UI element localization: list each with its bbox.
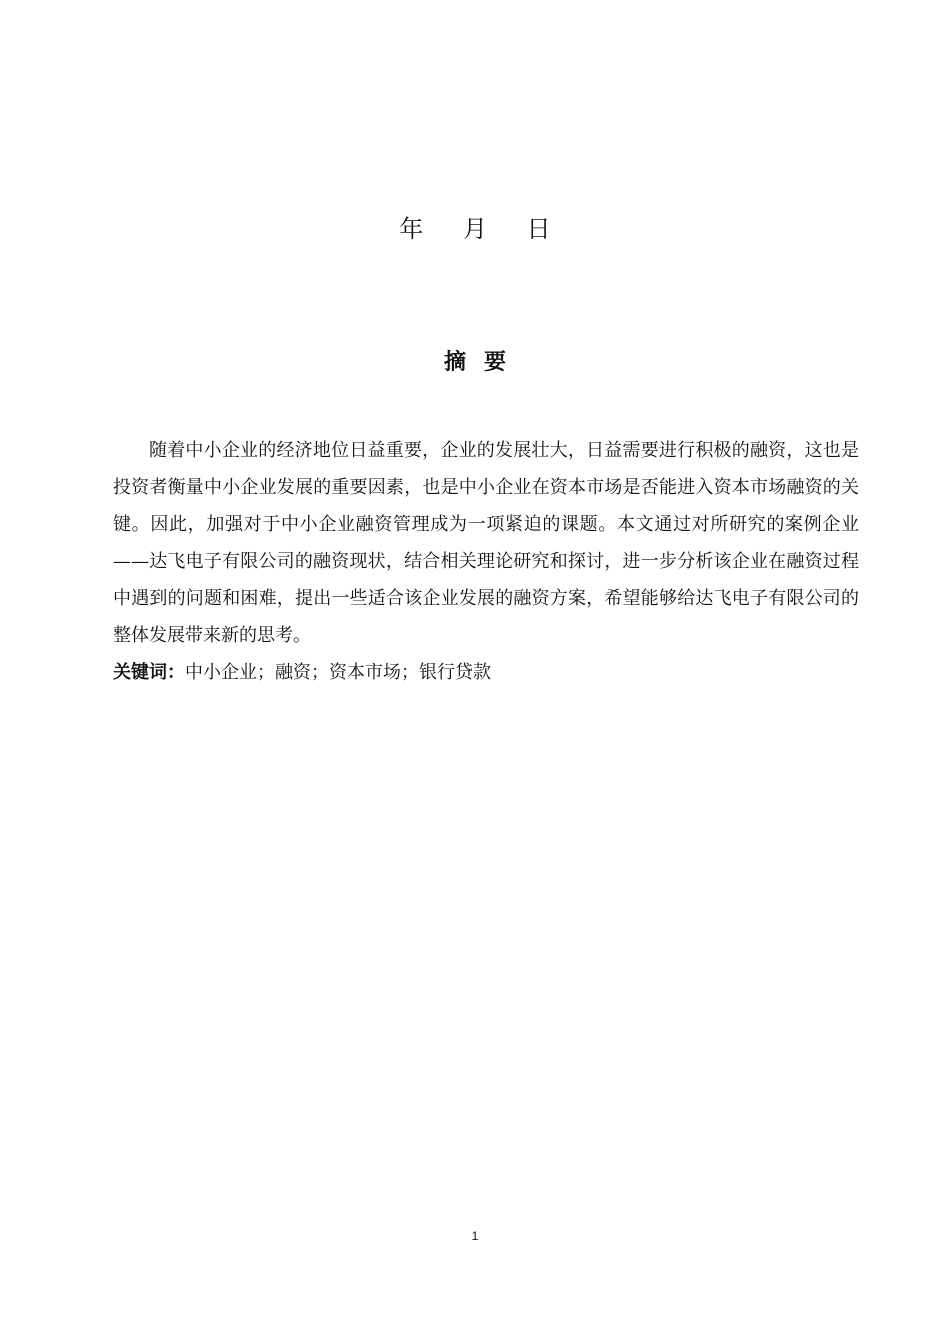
date-year: 年	[399, 215, 424, 243]
keywords-value: 中小企业；融资；资本市场；银行贷款	[185, 662, 491, 683]
keywords-line	[113, 657, 859, 689]
date-month: 月	[463, 215, 487, 243]
abstract-title: 摘要	[443, 350, 524, 375]
date-line	[0, 212, 950, 246]
abstract-body: 随着中小企业的经济地位日益重要，企业的发展壮大，日益需要进行积极的融资，这也是投资者衡量中小企业发展的重要因素，也是中小企业在资本市场是否能进入资本市场融资的关键。因此，加强对于中小企业融资管理成为一项紧迫的课题。本文通过对所研究的案例企业——达飞电子有限公司的融资现状，结合相关理论研究和探讨，进一步分析该企业在融资过程中遇到的问题和困难，提出一些适合该企业发展的融资方案，希望能够给达飞电子有限公司的整体发展带来新的思考。	[113, 440, 859, 646]
date-day: 日	[526, 215, 551, 243]
keywords-label: 关键词：	[113, 662, 185, 683]
page-number: 1	[471, 1229, 479, 1243]
